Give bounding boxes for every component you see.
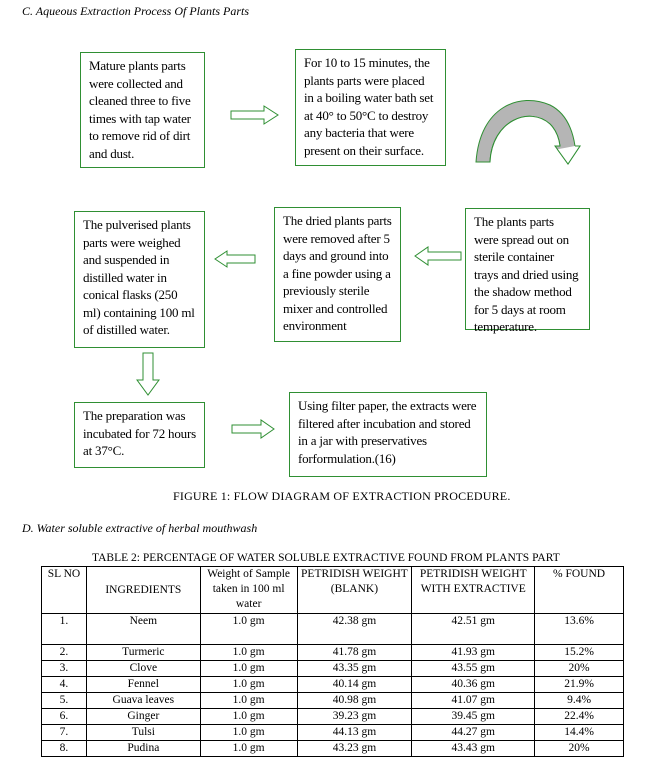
cell-extractive: 43.43 gm <box>412 741 535 757</box>
cell-percent: 22.4% <box>535 709 624 725</box>
cell-extractive: 42.51 gm <box>412 614 535 645</box>
cell-sl: 2. <box>42 645 87 661</box>
section-c-heading: C. Aqueous Extraction Process Of Plants Parts <box>22 4 249 18</box>
flow-step-grind: The dried plants parts were removed after 5 days and ground into a fine powder using a previously sterile mixer and controlled environment <box>274 207 401 342</box>
cell-sample: 1.0 gm <box>200 693 297 709</box>
table-row <box>42 677 624 693</box>
cell-blank: 43.23 gm <box>297 741 412 757</box>
section-d-heading: D. Water soluble extractive of herbal mouthwash <box>22 521 258 535</box>
flow-step-incubate: The preparation was incubated for 72 hours at 37°C. <box>74 402 205 468</box>
header-ingredients: INGREDIENTS <box>86 567 200 614</box>
table-row <box>42 741 624 757</box>
cell-extractive: 39.45 gm <box>412 709 535 725</box>
cell-extractive: 41.93 gm <box>412 645 535 661</box>
cell-sl: 8. <box>42 741 87 757</box>
table-row <box>42 614 624 645</box>
cell-blank: 40.14 gm <box>297 677 412 693</box>
table-row <box>42 645 624 661</box>
cell-sl: 4. <box>42 677 87 693</box>
curved-arrow-icon <box>470 96 590 168</box>
header-sample-weight: Weight of Sample taken in 100 ml water <box>200 567 297 614</box>
table-header-row <box>42 567 624 614</box>
cell-percent: 21.9% <box>535 677 624 693</box>
cell-blank: 44.13 gm <box>297 725 412 741</box>
cell-sample: 1.0 gm <box>200 661 297 677</box>
extractive-table <box>41 566 624 757</box>
header-blank-weight: PETRIDISH WEIGHT (BLANK) <box>297 567 412 614</box>
arrow-down-icon <box>136 352 160 396</box>
cell-extractive: 44.27 gm <box>412 725 535 741</box>
table-row <box>42 661 624 677</box>
flow-step-collect: Mature plants parts were collected and cleaned three to five times with tap water to remove rid of dirt and dust. <box>80 52 205 168</box>
cell-ingredient: Pudina <box>86 741 200 757</box>
cell-extractive: 43.55 gm <box>412 661 535 677</box>
cell-percent: 14.4% <box>535 725 624 741</box>
arrow-right-icon <box>230 105 280 125</box>
cell-ingredient: Tulsi <box>86 725 200 741</box>
flow-step-dry: The plants parts were spread out on sterile container trays and dried using the shadow method for 5 days at room temperature. <box>465 208 590 330</box>
flow-step-suspend: The pulverised plants parts were weighed and suspended in distilled water in conical flasks (250 ml) containing 100 ml of distilled water. <box>74 211 205 348</box>
cell-percent: 13.6% <box>535 614 624 645</box>
arrow-left-icon <box>414 246 462 266</box>
cell-sample: 1.0 gm <box>200 725 297 741</box>
cell-blank: 41.78 gm <box>297 645 412 661</box>
header-weight-extractive: PETRIDISH WEIGHT WITH EXTRACTIVE <box>412 567 535 614</box>
arrow-left-icon <box>214 250 256 268</box>
cell-ingredient: Turmeric <box>86 645 200 661</box>
table-caption: TABLE 2: PERCENTAGE OF WATER SOLUBLE EXTRACTIVE FOUND FROM PLANTS PART <box>92 552 560 564</box>
table-row <box>42 725 624 741</box>
cell-sl: 6. <box>42 709 87 725</box>
table-row <box>42 693 624 709</box>
cell-ingredient: Neem <box>86 614 200 645</box>
cell-blank: 40.98 gm <box>297 693 412 709</box>
cell-extractive: 40.36 gm <box>412 677 535 693</box>
flow-step-boil: For 10 to 15 minutes, the plants parts were placed in a boiling water bath set at 40° to 50°C to destroy any bacteria that were present on their surface. <box>295 49 446 166</box>
figure-caption: FIGURE 1: FLOW DIAGRAM OF EXTRACTION PROCEDURE. <box>173 489 511 503</box>
cell-percent: 9.4% <box>535 693 624 709</box>
header-sl-no: SL NO <box>42 567 87 614</box>
cell-sample: 1.0 gm <box>200 709 297 725</box>
cell-sl: 5. <box>42 693 87 709</box>
flow-step-filter: Using filter paper, the extracts were filtered after incubation and stored in a jar with preservatives forformulation.(16) <box>289 392 487 477</box>
cell-blank: 39.23 gm <box>297 709 412 725</box>
cell-ingredient: Clove <box>86 661 200 677</box>
cell-sample: 1.0 gm <box>200 677 297 693</box>
cell-sample: 1.0 gm <box>200 741 297 757</box>
cell-ingredient: Guava leaves <box>86 693 200 709</box>
cell-sl: 3. <box>42 661 87 677</box>
cell-sl: 7. <box>42 725 87 741</box>
table-row <box>42 709 624 725</box>
cell-sl: 1. <box>42 614 87 645</box>
cell-sample: 1.0 gm <box>200 614 297 645</box>
cell-blank: 43.35 gm <box>297 661 412 677</box>
cell-percent: 20% <box>535 741 624 757</box>
cell-ingredient: Fennel <box>86 677 200 693</box>
header-percent-found: % FOUND <box>535 567 624 614</box>
cell-percent: 15.2% <box>535 645 624 661</box>
cell-blank: 42.38 gm <box>297 614 412 645</box>
arrow-right-icon <box>231 419 275 439</box>
cell-percent: 20% <box>535 661 624 677</box>
cell-extractive: 41.07 gm <box>412 693 535 709</box>
cell-ingredient: Ginger <box>86 709 200 725</box>
cell-sample: 1.0 gm <box>200 645 297 661</box>
